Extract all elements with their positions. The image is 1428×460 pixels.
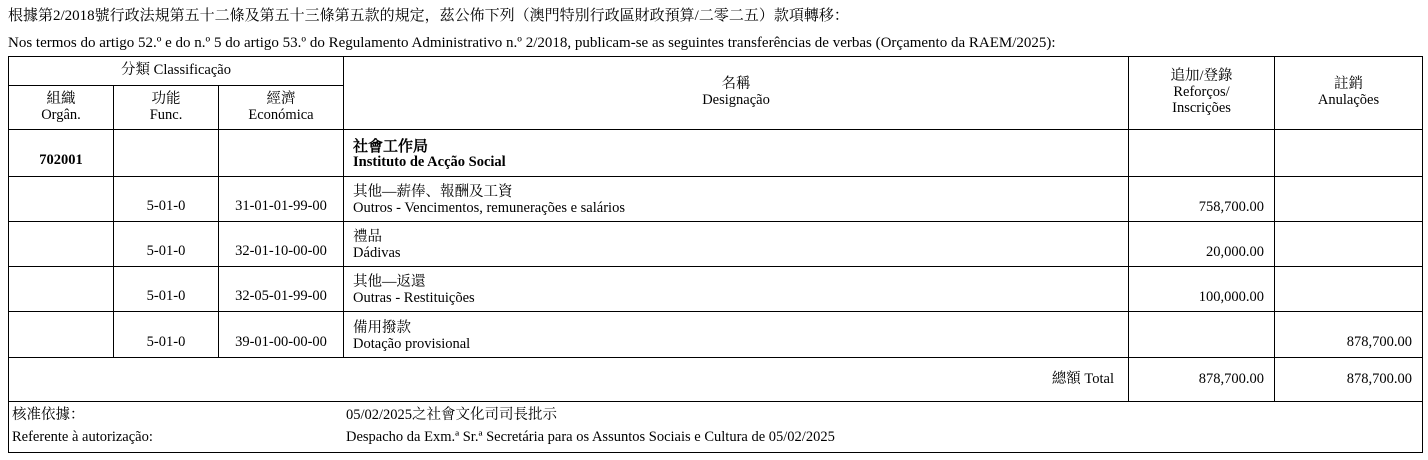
economic-code: 39-01-00-00-00 — [219, 312, 344, 358]
organic-code: 702001 — [9, 130, 114, 177]
table-row — [9, 177, 1423, 222]
functional-code: 5-01-0 — [114, 177, 219, 222]
intro-text-portuguese: Nos termos do artigo 52.º e do n.º 5 do artigo 53.º do Regulamento Administrativo n.º 2/2018, publicam-se as seguintes transferências de verbas (Orçamento da RAEM/2025): — [8, 35, 1056, 51]
authorization-row — [9, 402, 1423, 453]
annulment-amount — [1275, 222, 1423, 267]
institution-name: 社會工作局 Instituto de Acção Social — [344, 130, 1129, 177]
authorization-label-portuguese: Referente à autorização: — [12, 429, 153, 445]
total-annulment: 878,700.00 — [1275, 358, 1423, 402]
economic-code: 32-05-01-99-00 — [219, 267, 344, 312]
table-row — [9, 267, 1423, 312]
designation-cell: 其他—返還 Outras - Restituições — [344, 267, 1129, 312]
reinforcements-header: 追加/登錄 Reforços/ Inscrições — [1129, 57, 1275, 130]
economic-column-header: 經濟 Económica — [219, 86, 344, 130]
authorization-value-chinese: 05/02/2025之社會文化司司長批示 — [346, 407, 558, 423]
functional-code: 5-01-0 — [114, 312, 219, 358]
functional-column-header: 功能 Func. — [114, 86, 219, 130]
total-label: 總額 Total — [9, 358, 1129, 402]
functional-code: 5-01-0 — [114, 267, 219, 312]
classification-header: 分類 Classificação — [9, 57, 344, 86]
authorization-label-chinese: 核准依據： — [12, 407, 85, 423]
total-reinforcement: 878,700.00 — [1129, 358, 1275, 402]
annulment-amount — [1275, 267, 1423, 312]
annulment-amount: 878,700.00 — [1275, 312, 1423, 358]
designation-cell: 備用撥款 Dotação provisional — [344, 312, 1129, 358]
economic-code: 31-01-01-99-00 — [219, 177, 344, 222]
reinforcement-amount: 100,000.00 — [1129, 267, 1275, 312]
budget-transfer-table — [8, 56, 1423, 453]
institution-row — [9, 130, 1423, 177]
table-row — [9, 312, 1423, 358]
reinforcement-amount: 758,700.00 — [1129, 177, 1275, 222]
annulment-amount — [1275, 177, 1423, 222]
designation-header: 名稱 Designação — [344, 57, 1129, 130]
functional-code: 5-01-0 — [114, 222, 219, 267]
reinforcement-amount: 20,000.00 — [1129, 222, 1275, 267]
table-row — [9, 222, 1423, 267]
economic-code: 32-01-10-00-00 — [219, 222, 344, 267]
organic-column-header: 組織 Orgân. — [9, 86, 114, 130]
annulments-header: 註銷 Anulações — [1275, 57, 1423, 130]
authorization-value-portuguese: Despacho da Exm.ª Sr.ª Secretária para os Assuntos Sociais e Cultura de 05/02/2025 — [346, 429, 835, 445]
designation-cell: 其他—薪俸、報酬及工資 Outros - Vencimentos, remunerações e salários — [344, 177, 1129, 222]
total-row — [9, 358, 1423, 402]
intro-text-chinese: 根據第2/2018號行政法規第五十二條及第五十三條第五款的規定，茲公佈下列（澳門特別行政區財政預算/二零二五）款項轉移： — [8, 8, 849, 24]
reinforcement-amount — [1129, 312, 1275, 358]
designation-cell: 禮品 Dádivas — [344, 222, 1129, 267]
